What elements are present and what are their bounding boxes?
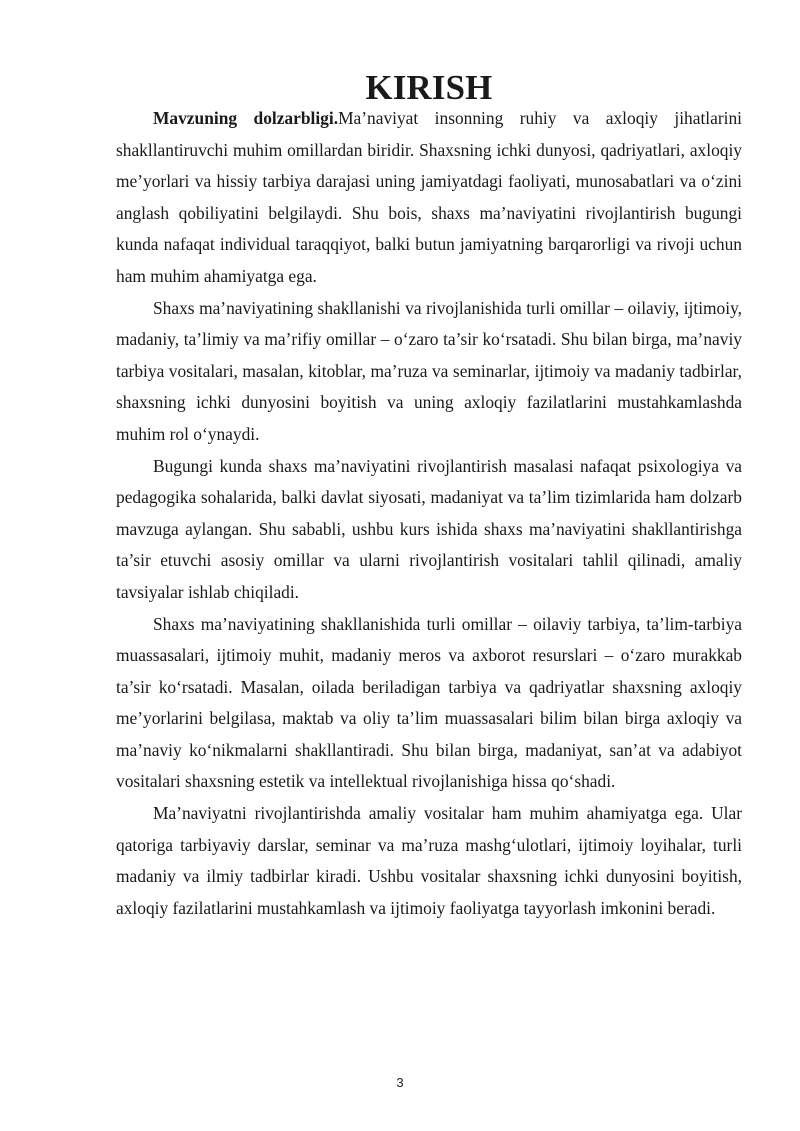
paragraph-text: Ma’naviyat insonning ruhiy va axloqiy jihatlarini shakllantiruvchi muhim omillardan biridir. Shaxsning ichki dunyosi, qadriyatlari, axloqiy me’yorlari va hissiy tarbiya darajasi uning jamiyatdagi faoliyati, munosabatlari va o‘zini anglash qobiliyatini belgilaydi. Shu bois, shaxs ma’naviyatini rivojlantirish bugungi kunda nafaqat individual taraqqiyot, balki butun jamiyatning barqarorligi va rivoji uchun ham muhim ahamiyatga ega. <box>116 108 742 286</box>
paragraph-text: Ma’naviyatni rivojlantirishda amaliy vositalar ham muhim ahamiyatga ega. Ular qatoriga tarbiyaviy darslar, seminar va ma’ruza mashg‘ulotlari, ijtimoiy loyihalar, turli madaniy va ilmiy tadbirlar kiradi. Ushbu vositalar shaxsning ichki dunyosini boyitish, axloqiy fazilatlarini mustahkamlash va ijtimoiy faoliyatga tayyorlash imkonini beradi. <box>116 803 742 918</box>
paragraph-text: Bugungi kunda shaxs ma’naviyatini rivojlantirish masalasi nafaqat psixologiya va pedagogika sohalarida, balki davlat siyosati, madaniyat va ta’lim tizimlarida ham dolzarb mavzuga aylangan. Shu sababli, ushbu kurs ishida shaxs ma’naviyatini shakllantirishga ta’sir etuvchi asosiy omillar va ularni rivojlantirish vositalari tahlil qilinadi, amaliy tavsiyalar ishlab chiqiladi. <box>116 455 742 602</box>
paragraph-text: Shaxs ma’naviyatining shakllanishi va rivojlanishida turli omillar – oilaviy, ijtimoiy, madaniy, ta’limiy va ma’rifiy omillar – o‘zaro ta’sir ko‘rsatadi. Shu bilan birga, ma’naviy tarbiya vositalari, masalan, kitoblar, ma’ruza va seminarlar, ijtimoiy va madaniy tadbirlar, shaxsning ichki dunyosini boyitish va uning axloqiy fazilatlarini mustahkamlashda muhim rol o‘ynaydi. <box>116 297 742 444</box>
paragraph-text: Shaxs ma’naviyatining shakllanishida turli omillar – oilaviy tarbiya, ta’lim-tarbiya muassasalari, ijtimoiy muhit, madaniy meros va axborot resurslari – o‘zaro murakkab ta’sir ko‘rsatadi. Masalan, oilada beriladigan tarbiya va qadriyatlar shaxsning axloqiy me’yorlarini belgilasa, maktab va oliy ta’lim muassasalari bilim bilan birga axloqiy va ma’naviy ko‘nikmalarni shakllantiradi. Shu bilan birga, madaniyat, san’at va adabiyot vositalari shaxsning estetik va intellektual rivojlanishiga hissa qo‘shadi. <box>116 613 742 792</box>
paragraph-practical-tools <box>116 798 742 924</box>
paragraph-today <box>116 451 742 609</box>
page-number: 3 <box>396 1075 404 1090</box>
paragraph-lead: Mavzuning dolzarbligi. <box>153 108 339 128</box>
page-content <box>116 68 742 924</box>
paragraph-factors <box>116 293 742 451</box>
section-title: KIRISH <box>365 68 493 107</box>
paragraph-relevance <box>116 103 742 293</box>
paragraph-influences <box>116 609 742 799</box>
